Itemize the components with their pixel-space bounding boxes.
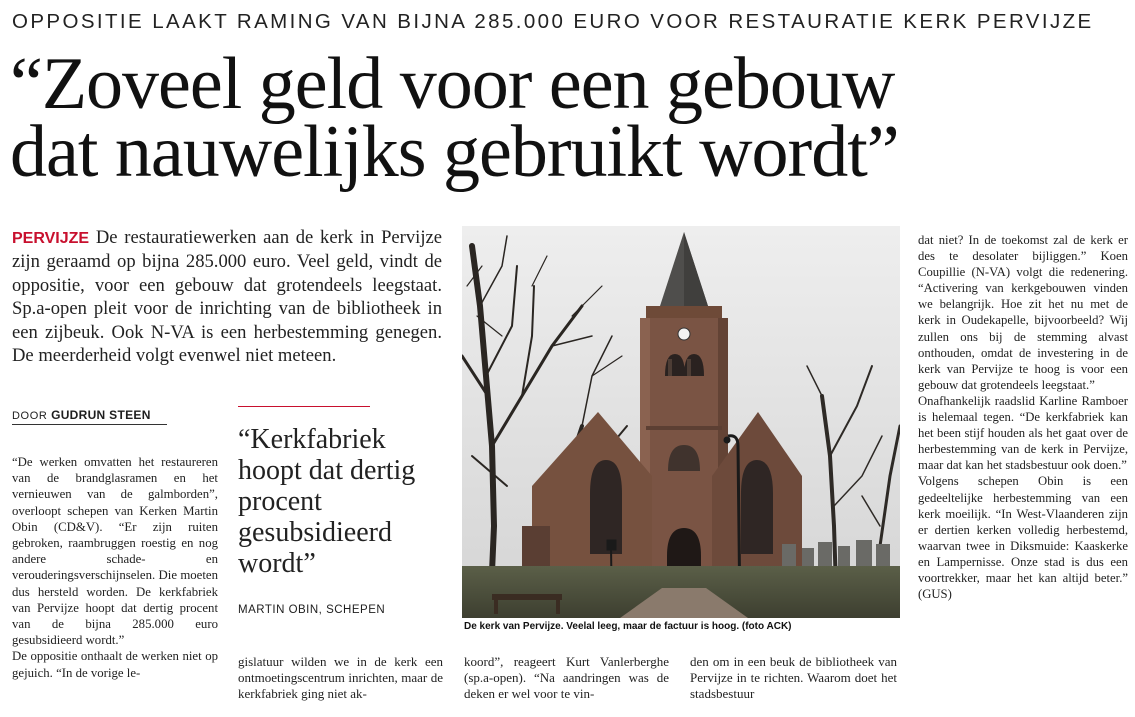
byline-prefix: DOOR: [12, 410, 52, 422]
column-5-paragraph-3: Volgens schepen Obin is een gedeeltelijke herbestemming van een kerk moeilijk. “In West-Vlaanderen zijn er dertien kerken volledig herbestemd, waarvan twee in Diksmuide: Kaaskerke en Lampernisse. Onze stad is dus een voortrekker, maar het kan altijd beter.” (GUS): [918, 474, 1128, 602]
dateline: PERVIJZE: [12, 230, 90, 247]
byline-author: GUDRUN STEEN: [51, 408, 151, 422]
pull-quote-rule: [238, 406, 370, 407]
photo-caption: De kerk van Pervijze. Veelal leeg, maar de factuur is hoog. (foto ACK): [464, 621, 792, 632]
column-2-text: gislatuur wilden we in de kerk een ontmoetingscentrum inrichten, maar de kerkfabriek ging niet ak-: [238, 654, 443, 702]
column-1-paragraph-2: De oppositie onthaalt de werken niet op gejuich. “In de vorige le-: [12, 649, 218, 680]
headline: [10, 43, 1130, 193]
column-5-paragraph-1: dat niet? In de toekomst zal de kerk er des te desolater bijliggen.” Koen Coupillie (N-VA) volgt die redenering. “Activering van kerkgebouwen vinden we belangrijk. Hoe zit het nu met de kerk in Oudekapelle, bijvoorbeeld? Wij zullen ons bij de stemming alvast onthouden, omdat de investering in de kerk van Pervijze te hoog is voor een gebouw dat grotendeels leegstaat.”: [918, 233, 1128, 392]
column-1: [12, 454, 218, 681]
column-1-paragraph-1: “De werken omvatten het restaureren van de brandglasramen en het vernieuwen van de galmborden”, overloopt schepen van Kerken Martin Obin (CD&V). “Er zijn ruiten gebroken, raambruggen roestig en nog andere schade- en verouderingsverschijnselen. Die moeten dus hersteld worden. De kerkfabriek van Pervijze hoopt dat dertig procent van de bijna 285.000 euro gesubsidieerd wordt.”: [12, 455, 218, 648]
kicker: OPPOSITIE LAAKT RAMING VAN BIJNA 285.000 EURO VOOR RESTAURATIE KERK PERVIJZE: [12, 10, 1094, 33]
pull-quote-attribution: MARTIN OBIN, SCHEPEN: [238, 604, 386, 616]
lead-text: De restauratiewerken aan de kerk in Pervijze zijn geraamd op bijna 285.000 euro. Veel geld, vindt de oppositie, voor een gebouw dat grotendeels leegstaat. Sp.a-open pleit voor de inrichting van de bibliotheek in een zijbeuk. Ook N-VA is een herbestemming genegen. De meerderheid volgt evenwel niet meteen.: [12, 227, 442, 367]
church-photo: [462, 226, 900, 618]
pull-quote: “Kerkfabriek hoopt dat dertig procent gesubsidieerd wordt”: [238, 424, 416, 579]
headline-line-1: “Zoveel geld voor een gebouw: [10, 43, 895, 125]
column-4-text: den om in een beuk de bibliotheek van Pervijze in te richten. Waarom doet het stadsbestuur: [690, 654, 897, 702]
column-5-paragraph-2: Onafhankelijk raadslid Karline Ramboer is helemaal tegen. “De kerkfabriek kan het been stijf houden als het gaat over de herbestemming van de kerk in Pervijze, maar dat kan het stadsbestuur ook doen.”: [918, 393, 1128, 473]
byline: [12, 408, 167, 425]
column-5: [918, 232, 1128, 602]
column-3-text: koord”, reageert Kurt Vanlerberghe (sp.a-open). “Na aandringen was de deken er wel voor te vin-: [464, 654, 669, 702]
headline-line-2: dat nauwelijks gebruikt wordt”: [10, 111, 899, 193]
lead-paragraph: [12, 226, 442, 367]
